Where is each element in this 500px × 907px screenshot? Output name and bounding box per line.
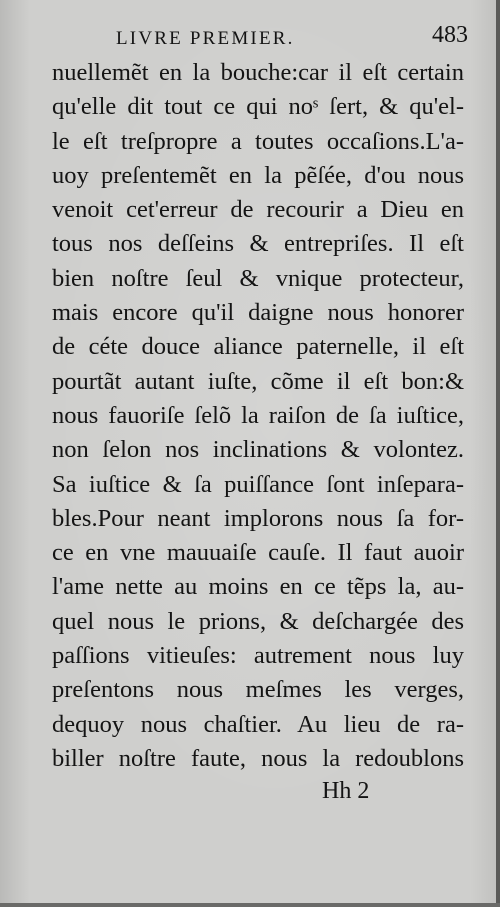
signature-mark: Hh 2 <box>322 778 370 804</box>
running-title: LIVRE PREMIER. <box>116 28 295 49</box>
page-footer <box>40 778 468 812</box>
text-line: venoit cet'erreur de recourir a Dieu en <box>52 196 464 224</box>
text-line: de céte douce aliance paternelle, il eſt <box>52 333 464 361</box>
text-line: preſentons nous meſmes les verges, <box>52 676 464 704</box>
text-line: bles.Pour neant implorons nous ſa for- <box>52 504 464 532</box>
text-line: mais encore qu'il daigne nous honorer <box>52 299 464 327</box>
text-line: pourtãt autant iuſte, cõme il eſt bon:& <box>52 367 464 395</box>
text-line: nuellemẽt en la bouche:car il eſt certain <box>52 59 464 86</box>
text-line: biller noſtre faute, nous la redoublons <box>52 744 464 772</box>
text-line: uoy preſentemẽt en la pẽſée, d'ou nous <box>52 161 464 189</box>
page-edge-bottom <box>0 903 500 907</box>
text-line: qu'elle dit tout ce qui noˢ ſert, & qu'el- <box>52 93 464 121</box>
text-line: tous nos deſſeins & entrepriſes. Il eſt <box>52 230 464 258</box>
text-line: Sa iuſtice & ſa puiſſance ſont inſepara- <box>52 470 464 498</box>
body-text <box>52 56 464 776</box>
text-line: non ſelon nos inclinations & volontez. <box>52 436 464 464</box>
text-line: ce en vne mauuaiſe cauſe. Il faut auoir <box>52 539 464 567</box>
text-line: le eſt treſpropre a toutes occaſions.L'a- <box>52 127 464 155</box>
text-line: l'ame nette au moins en ce tẽps la, au- <box>52 573 464 601</box>
page-header <box>40 22 468 52</box>
page-number: 483 <box>432 22 468 48</box>
text-line: quel nous le prions, & deſchargée des <box>52 607 464 635</box>
page-edge-right <box>496 0 500 907</box>
text-line: nous fauoriſe ſelõ la raiſon de ſa iuſtice, <box>52 401 464 429</box>
text-line: paſſions vitieuſes: autrement nous luy <box>52 642 464 670</box>
text-line: bien noſtre ſeul & vnique protecteur, <box>52 264 464 292</box>
text-line: dequoy nous chaſtier. Au lieu de ra- <box>52 710 464 738</box>
